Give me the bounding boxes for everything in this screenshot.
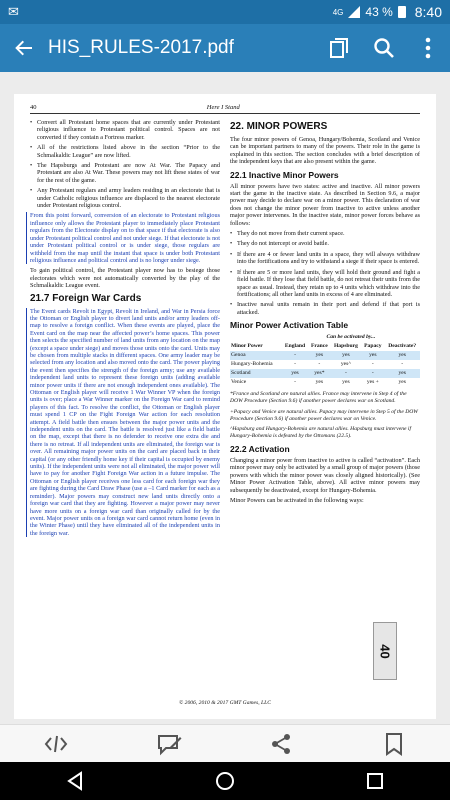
- page-number: 40: [30, 104, 37, 111]
- bullet-text: • The Hapsburgs and Protestant are now At War. The Papacy and Protestant are also At War. These powers may not lift these states of war for the rest of the game.: [30, 162, 220, 184]
- more-vertical-icon: [425, 37, 431, 59]
- table-caption: Can be activated by...: [326, 334, 376, 341]
- back-button[interactable]: [0, 24, 48, 72]
- battery-percent: 43 %: [365, 5, 393, 19]
- table-note: +Papacy and Venice are natural allies. Papacy may intervene in Step 5 of the DOW Procedure (Section 9.6) if another power declares war on Venice.: [230, 408, 418, 422]
- table-heading: Minor Power Activation Table: [230, 320, 349, 331]
- bullet-text: • They do not intercept or avoid battle.: [230, 240, 420, 247]
- back-arrow-icon: [14, 38, 34, 58]
- comment-button[interactable]: [149, 727, 189, 761]
- activation-table: [230, 333, 420, 387]
- table-cell: yes: [282, 369, 308, 378]
- bullet-text: • All of the restrictions listed above in the section “Prior to the Schmalkaldic League” are now lifted.: [30, 144, 220, 159]
- bullet-text: • Any Protestant regulars and army leaders residing in an electorate that is under Catholic religious influence are displaced to the nearest electorate under Protestant religious control.: [30, 187, 220, 209]
- table-cell: -: [331, 369, 362, 378]
- table-row: [230, 351, 420, 360]
- bullet-text: • If there are 5 or more land units, they will hold their ground and fight a field battle. If they lose that field battle, do not retreat their units from the space as usual. Instead, they retain up to 4 units which withdraw into the fortifications; all other land units in excess of 4 are eliminated.: [230, 269, 420, 299]
- subsection-heading: 22.1 Inactive Minor Powers: [230, 169, 339, 180]
- table-note: ^Hapsburg and Hungary-Bohemia are natural allies. Hapsburg must intervene if Hungary-Bohemia is defeated by the Ottomans (22.5).: [230, 426, 412, 440]
- running-title: Here I Stand: [206, 104, 240, 111]
- table-cell: yes: [342, 379, 350, 386]
- table-cell: yes: [331, 351, 362, 360]
- rule-paragraph: To gain political control, the Protestant player now has to besiege those electorates which were not automatically converted by the play of the Schmalkaldic League event.: [30, 267, 220, 290]
- copy-icon: [329, 37, 351, 59]
- table-header: Minor Power: [231, 343, 263, 350]
- table-cell: yes: [308, 351, 330, 360]
- status-bar: [0, 0, 450, 24]
- overflow-menu-button[interactable]: [406, 24, 450, 72]
- search-button[interactable]: [362, 24, 406, 72]
- table-header: Hapsburg: [333, 343, 358, 350]
- bottom-toolbar: [0, 724, 450, 762]
- table-cell: -: [294, 379, 296, 386]
- table-header: Deactivate?: [388, 343, 417, 350]
- table-cell: -: [282, 351, 308, 360]
- search-icon: [373, 37, 395, 59]
- circle-home-icon: [215, 771, 235, 791]
- table-row: [230, 378, 420, 387]
- app-bar: [0, 24, 450, 72]
- nav-home-button[interactable]: [195, 763, 255, 799]
- table-cell: -: [294, 361, 296, 368]
- copy-button[interactable]: [318, 24, 362, 72]
- subsection-heading: 22.2 Activation: [230, 443, 290, 454]
- page-indicator-badge[interactable]: [373, 622, 397, 680]
- bookmark-button[interactable]: [374, 727, 414, 761]
- bullet-text: • Inactive naval units remain in their port and defend if that port is attacked.: [230, 301, 420, 316]
- left-column: [30, 119, 220, 540]
- nav-back-button[interactable]: [45, 763, 105, 799]
- section-heading: 22. MINOR POWERS: [230, 121, 328, 132]
- table-cell: yes*: [308, 369, 330, 378]
- share-icon: [269, 732, 293, 756]
- code-view-button[interactable]: [36, 727, 76, 761]
- table-cell: yes: [398, 379, 406, 386]
- rule-paragraph: The four minor powers of Genoa, Hungary/Bohemia, Scotland and Venice can be important partners to many of the powers. Their role in the game is explained in this section. The section concludes with a brief description of the independent keys that are also present within the game.: [230, 136, 420, 166]
- pdf-viewport[interactable]: [0, 72, 450, 724]
- nav-recents-button[interactable]: [345, 763, 405, 799]
- rule-paragraph: From this point forward, conversion of an electorate to Protestant religious influence only allows the Protestant player to immediately place Protestant regulars from the Electorate display on to that space if that electorate is also under Protestant political control and not under siege. If that electorate is not under Protestant political control or is under siege, those regulars are withheld from the map until the instant that space is under both Protestant religious influence and political control and is no longer under siege.: [30, 212, 220, 264]
- table-cell: yes: [315, 379, 324, 386]
- share-button[interactable]: [261, 727, 301, 761]
- copyright-footer: © 2006, 2010 & 2017 GMT Games, LLC: [179, 700, 271, 706]
- right-column: [230, 119, 420, 540]
- table-note: *France and Scotland are natural allies. France may intervene in Step 4 of the DOW Procedure (Section 9.6) if another power declares war on Scotland.: [230, 391, 407, 404]
- code-brackets-icon: [43, 733, 69, 755]
- rule-paragraph: All minor powers have two states: active and inactive. All minor powers start the game in the inactive state. As described in Section 9.6, a major power may decide to declare war on a minor power. This declaration of war does not change the minor power from inactive to active unless another major power intervenes. In the inactive state, minor power forces behave as follows:: [230, 182, 420, 227]
- table-cell: Venice: [231, 379, 247, 386]
- table-cell: yes: [384, 369, 420, 378]
- signal-icon: [348, 6, 360, 18]
- table-cell: yes^: [340, 361, 351, 368]
- table-header: France: [310, 343, 328, 350]
- clock: 8:40: [414, 4, 442, 20]
- rule-paragraph: Changing a minor power from inactive to active is called “activation”. Each minor power may only be activated by a small group of major powers (those powers with which the minor power was closely aligned historically). (See Minor Power Activation Table, above). All active minor powers may subsequently be deactivated, except for Hungary-Bohemia.: [230, 456, 420, 494]
- bookmark-icon: [385, 732, 403, 756]
- table-cell: yes: [361, 351, 384, 360]
- page-indicator-number: 40: [377, 643, 393, 659]
- square-recents-icon: [366, 772, 384, 790]
- section-heading: 21.7 Foreign War Cards: [30, 292, 142, 304]
- comment-edit-icon: [156, 732, 182, 756]
- mail-notification-icon: ✉: [8, 4, 19, 19]
- table-row: [230, 369, 420, 378]
- system-nav-bar: [0, 762, 450, 800]
- battery-icon: [398, 6, 406, 18]
- table-row: [230, 360, 420, 369]
- table-cell: yes: [384, 351, 420, 360]
- table-cell: -: [371, 361, 374, 368]
- table-header: England: [284, 343, 306, 350]
- network-indicator: 4G: [332, 7, 344, 17]
- bullet-text: • They do not move from their current space.: [230, 230, 420, 237]
- table-header: Papacy: [364, 343, 382, 350]
- table-cell: Genoa: [230, 351, 282, 360]
- table-cell: yes +: [366, 379, 379, 386]
- page-header: [30, 104, 420, 114]
- table-cell: Hungary-Bohemia: [231, 361, 273, 368]
- table-cell: -: [361, 369, 384, 378]
- bullet-text: • Convert all Protestant home spaces that are currently under Protestant religious influence to Protestant political control. Spaces are not converted if they contain a Fortress marker.: [30, 119, 220, 141]
- table-cell: Scotland: [230, 369, 282, 378]
- table-cell: -: [401, 361, 404, 368]
- bullet-text: • If there are 4 or fewer land units in a space, they will always withdraw into the fortifications and try to withstand a siege if their space is entered.: [230, 251, 420, 266]
- table-cell: -: [318, 361, 321, 368]
- triangle-back-icon: [65, 771, 85, 791]
- rule-paragraph: The Event cards Revolt in Egypt, Revolt in Ireland, and War in Persia force the Ottoman or English player to divert land units and/or army leaders off-map to resolve a foreign conflict. When these events are played, place the Event card on the map near the affected power’s home spaces. This power then selects the specified number of land units from any location on the map (except a space under siege) and moves those units onto the card. Units may be chosen from multiple stacks in different spaces. One army leader may be selected from any location and also moved onto the card. The power playing the event then specifies the strength of the foreign army; use any available independent land units to represent these foreign units (adding available minor power units if there are not enough independent ones available). The Ottoman or English player will receive 1 War Winner VP when the foreign units is over; place a War Winner marker on the Foreign War card to remind players of this fact. To resolve the conflict, the Ottoman or English player must spend 1 CP on the Fight Foreign War action for each resolution attempt. A field battle then ensues between the major power units and the independent units on the card. The battle is resolved just like a field battle on the map, except that there is no defender to receive one extra die and there is no retreat. If all independent units are eliminated, the foreign war is over. All remaining major power units on the card are placed back in their capital (or any other friendly home key if their capital is occupied by enemy units). If the independent units were not all eliminated, the major power will have to pay for another Fight Foreign War action in a future impulse. The Ottoman or English player receives one less card for each foreign war they are fighting during the Card Draw Phase (use a –1 Card marker for each as a reminder). Major powers may construct new land units directly onto a foreign war card that they are fighting. However a major power may never have more units on a foreign war card than originally called for by the event. Major power units on a foreign war card cannot return home (even in the Winter Phase) until they have eliminated all of the independent units in the foreign war.: [30, 307, 220, 537]
- document-title: HIS_RULES-2017.pdf: [48, 37, 234, 58]
- rule-paragraph: Minor Powers can be activated in the following ways:: [230, 496, 364, 504]
